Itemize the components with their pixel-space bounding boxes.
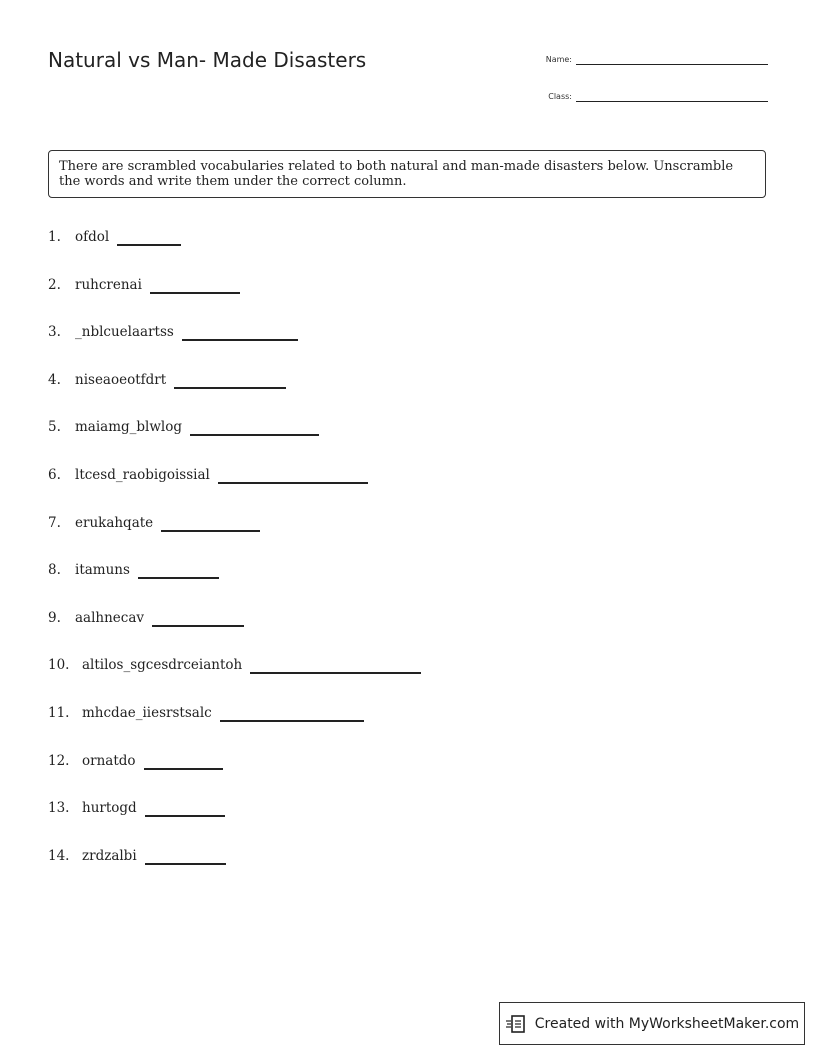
scrambled-word: maiamg_blwlog [75, 419, 183, 436]
list-item [48, 562, 421, 610]
list-item [48, 848, 421, 896]
class-line[interactable] [576, 91, 768, 102]
answer-line[interactable] [174, 372, 286, 389]
scrambled-word: ornatdo [82, 752, 136, 769]
item-number: 12. [48, 752, 70, 769]
class-field[interactable] [548, 91, 768, 102]
item-number: 14. [48, 847, 70, 864]
scrambled-word: itamuns [75, 562, 130, 579]
answer-line[interactable] [220, 705, 364, 722]
item-number: 1. [48, 229, 61, 245]
list-item [48, 467, 421, 515]
class-label: Class: [548, 92, 572, 101]
list-item [48, 515, 421, 563]
footer-text: Created with MyWorksheetMaker.com [534, 1015, 800, 1032]
item-number: 11. [48, 704, 70, 721]
answer-line[interactable] [117, 229, 181, 246]
list-item [48, 657, 421, 705]
answer-line[interactable] [150, 277, 240, 294]
worksheet-maker-logo-icon [505, 1013, 527, 1035]
scrambled-word: niseaoeotfdrt [75, 371, 167, 388]
answer-line[interactable] [144, 753, 223, 770]
list-item [48, 324, 421, 372]
item-number: 7. [48, 514, 61, 531]
scrambled-word: mhcdae_iiesrstsalc [82, 704, 212, 721]
answer-line[interactable] [182, 324, 298, 341]
item-number: 9. [48, 609, 61, 626]
answer-line[interactable] [138, 562, 219, 579]
footer-badge[interactable] [499, 1002, 805, 1045]
item-number: 3. [48, 324, 61, 341]
item-number: 8. [48, 562, 61, 579]
item-number: 6. [48, 466, 61, 483]
item-number: 10. [48, 657, 70, 674]
page-title: Natural vs Man- Made Disasters [48, 48, 367, 72]
list-item [48, 610, 421, 658]
scrambled-word: ruhcrenai [75, 276, 142, 293]
list-item [48, 277, 421, 325]
scrambled-word: _nblcuelaartss [75, 324, 174, 341]
scrambled-word: erukahqate [75, 514, 154, 531]
name-field[interactable] [546, 54, 768, 65]
list-item [48, 753, 421, 801]
scrambled-word: aalhnecav [75, 609, 145, 626]
item-number: 13. [48, 800, 70, 817]
answer-line[interactable] [161, 515, 260, 532]
scrambled-word: altilos_sgcesdrceiantoh [82, 657, 243, 674]
scrambled-word: ltcesd_raobigoissial [75, 466, 210, 483]
answer-line[interactable] [250, 657, 421, 674]
list-item [48, 419, 421, 467]
answer-line[interactable] [145, 800, 225, 817]
item-number: 5. [48, 419, 61, 436]
name-line[interactable] [576, 54, 768, 65]
scrambled-word: zrdzalbi [82, 847, 137, 864]
answer-line[interactable] [152, 610, 244, 627]
list-item [48, 229, 421, 277]
name-label: Name: [545, 55, 572, 64]
answer-line[interactable] [218, 467, 368, 484]
scrambled-word: ofdol [75, 229, 110, 245]
answer-line[interactable] [190, 419, 319, 436]
list-item [48, 372, 421, 420]
list-item [48, 705, 421, 753]
instructions-box: There are scrambled vocabularies related to both natural and man-made disasters below. Unscramble the words and write them under the correct column. [48, 150, 766, 198]
answer-line[interactable] [145, 848, 226, 865]
list-item [48, 800, 421, 848]
scrambled-word: hurtogd [82, 800, 137, 817]
item-number: 4. [48, 371, 61, 388]
question-list [48, 229, 421, 895]
item-number: 2. [48, 276, 61, 293]
